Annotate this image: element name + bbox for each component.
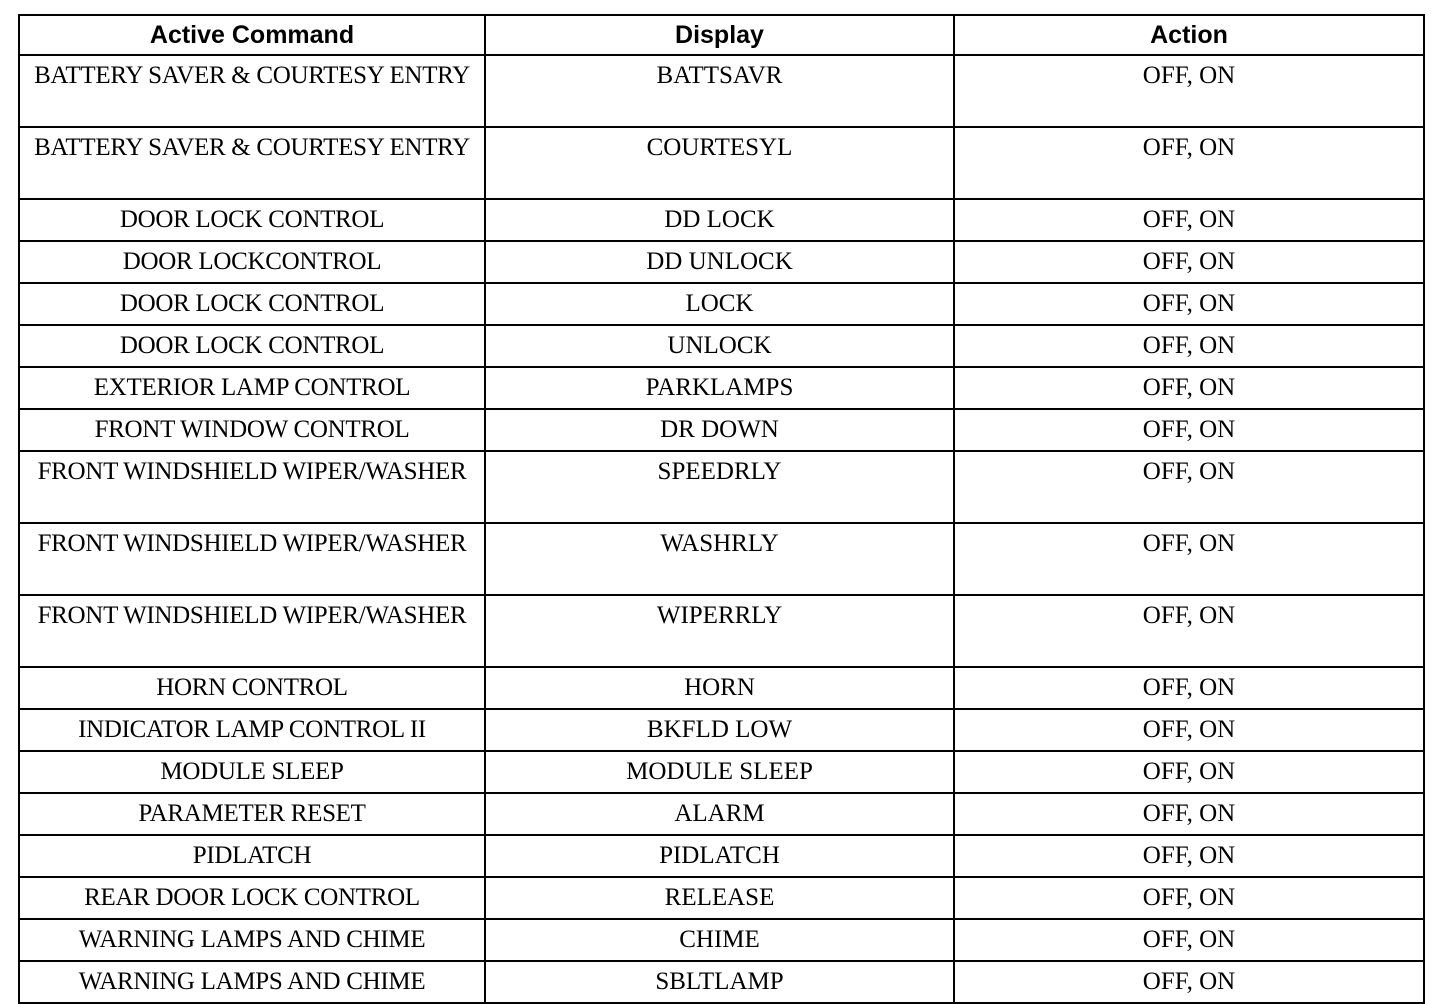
cell-display: DD UNLOCK bbox=[485, 241, 954, 283]
cell-display: PARKLAMPS bbox=[485, 367, 954, 409]
table-row bbox=[19, 409, 1424, 451]
cell-display: BATTSAVR bbox=[485, 55, 954, 127]
active-command-table-container bbox=[18, 14, 1423, 1004]
cell-command: BATTERY SAVER & COURTESY ENTRY bbox=[19, 55, 485, 127]
cell-display: DR DOWN bbox=[485, 409, 954, 451]
cell-action: OFF, ON bbox=[954, 793, 1424, 835]
table-row bbox=[19, 919, 1424, 961]
table-row bbox=[19, 667, 1424, 709]
table-body bbox=[19, 55, 1424, 1003]
cell-command: DOOR LOCKCONTROL bbox=[19, 241, 485, 283]
cell-display: SPEEDRLY bbox=[485, 451, 954, 523]
cell-command: DOOR LOCK CONTROL bbox=[19, 325, 485, 367]
cell-action: OFF, ON bbox=[954, 241, 1424, 283]
cell-command: FRONT WINDSHIELD WIPER/WASHER bbox=[19, 451, 485, 523]
cell-command: WARNING LAMPS AND CHIME bbox=[19, 961, 485, 1003]
cell-display: SBLTLAMP bbox=[485, 961, 954, 1003]
table-row bbox=[19, 961, 1424, 1003]
table-row bbox=[19, 877, 1424, 919]
cell-display: ALARM bbox=[485, 793, 954, 835]
cell-display: DD LOCK bbox=[485, 199, 954, 241]
cell-command: PIDLATCH bbox=[19, 835, 485, 877]
cell-command: EXTERIOR LAMP CONTROL bbox=[19, 367, 485, 409]
cell-action: OFF, ON bbox=[954, 919, 1424, 961]
cell-display: BKFLD LOW bbox=[485, 709, 954, 751]
table-row bbox=[19, 709, 1424, 751]
cell-command: REAR DOOR LOCK CONTROL bbox=[19, 877, 485, 919]
cell-command: BATTERY SAVER & COURTESY ENTRY bbox=[19, 127, 485, 199]
cell-action: OFF, ON bbox=[954, 751, 1424, 793]
cell-command: HORN CONTROL bbox=[19, 667, 485, 709]
cell-action: OFF, ON bbox=[954, 451, 1424, 523]
cell-command: FRONT WINDSHIELD WIPER/WASHER bbox=[19, 595, 485, 667]
cell-display: LOCK bbox=[485, 283, 954, 325]
cell-command: WARNING LAMPS AND CHIME bbox=[19, 919, 485, 961]
cell-action: OFF, ON bbox=[954, 709, 1424, 751]
header-display: Display bbox=[485, 15, 954, 55]
cell-display: CHIME bbox=[485, 919, 954, 961]
table-row bbox=[19, 241, 1424, 283]
active-command-table bbox=[18, 14, 1425, 1004]
cell-action: OFF, ON bbox=[954, 409, 1424, 451]
table-row bbox=[19, 127, 1424, 199]
cell-display: RELEASE bbox=[485, 877, 954, 919]
cell-command: MODULE SLEEP bbox=[19, 751, 485, 793]
cell-display: WASHRLY bbox=[485, 523, 954, 595]
cell-action: OFF, ON bbox=[954, 199, 1424, 241]
table-row bbox=[19, 595, 1424, 667]
header-active-command: Active Command bbox=[19, 15, 485, 55]
table-row bbox=[19, 199, 1424, 241]
cell-action: OFF, ON bbox=[954, 367, 1424, 409]
table-row bbox=[19, 835, 1424, 877]
cell-command: DOOR LOCK CONTROL bbox=[19, 199, 485, 241]
cell-action: OFF, ON bbox=[954, 523, 1424, 595]
table-row bbox=[19, 325, 1424, 367]
cell-display: WIPERRLY bbox=[485, 595, 954, 667]
cell-action: OFF, ON bbox=[954, 127, 1424, 199]
cell-display: UNLOCK bbox=[485, 325, 954, 367]
cell-action: OFF, ON bbox=[954, 283, 1424, 325]
cell-action: OFF, ON bbox=[954, 835, 1424, 877]
cell-display: COURTESYL bbox=[485, 127, 954, 199]
table-row bbox=[19, 523, 1424, 595]
cell-action: OFF, ON bbox=[954, 961, 1424, 1003]
cell-action: OFF, ON bbox=[954, 55, 1424, 127]
cell-action: OFF, ON bbox=[954, 877, 1424, 919]
table-row bbox=[19, 451, 1424, 523]
cell-action: OFF, ON bbox=[954, 667, 1424, 709]
cell-display: PIDLATCH bbox=[485, 835, 954, 877]
cell-display: HORN bbox=[485, 667, 954, 709]
cell-command: FRONT WINDOW CONTROL bbox=[19, 409, 485, 451]
cell-action: OFF, ON bbox=[954, 325, 1424, 367]
table-header-row bbox=[19, 15, 1424, 55]
cell-command: DOOR LOCK CONTROL bbox=[19, 283, 485, 325]
table-row bbox=[19, 751, 1424, 793]
cell-command: FRONT WINDSHIELD WIPER/WASHER bbox=[19, 523, 485, 595]
table-row bbox=[19, 55, 1424, 127]
cell-display: MODULE SLEEP bbox=[485, 751, 954, 793]
cell-command: INDICATOR LAMP CONTROL II bbox=[19, 709, 485, 751]
cell-action: OFF, ON bbox=[954, 595, 1424, 667]
header-action: Action bbox=[954, 15, 1424, 55]
table-row bbox=[19, 367, 1424, 409]
cell-command: PARAMETER RESET bbox=[19, 793, 485, 835]
table-row bbox=[19, 283, 1424, 325]
table-row bbox=[19, 793, 1424, 835]
